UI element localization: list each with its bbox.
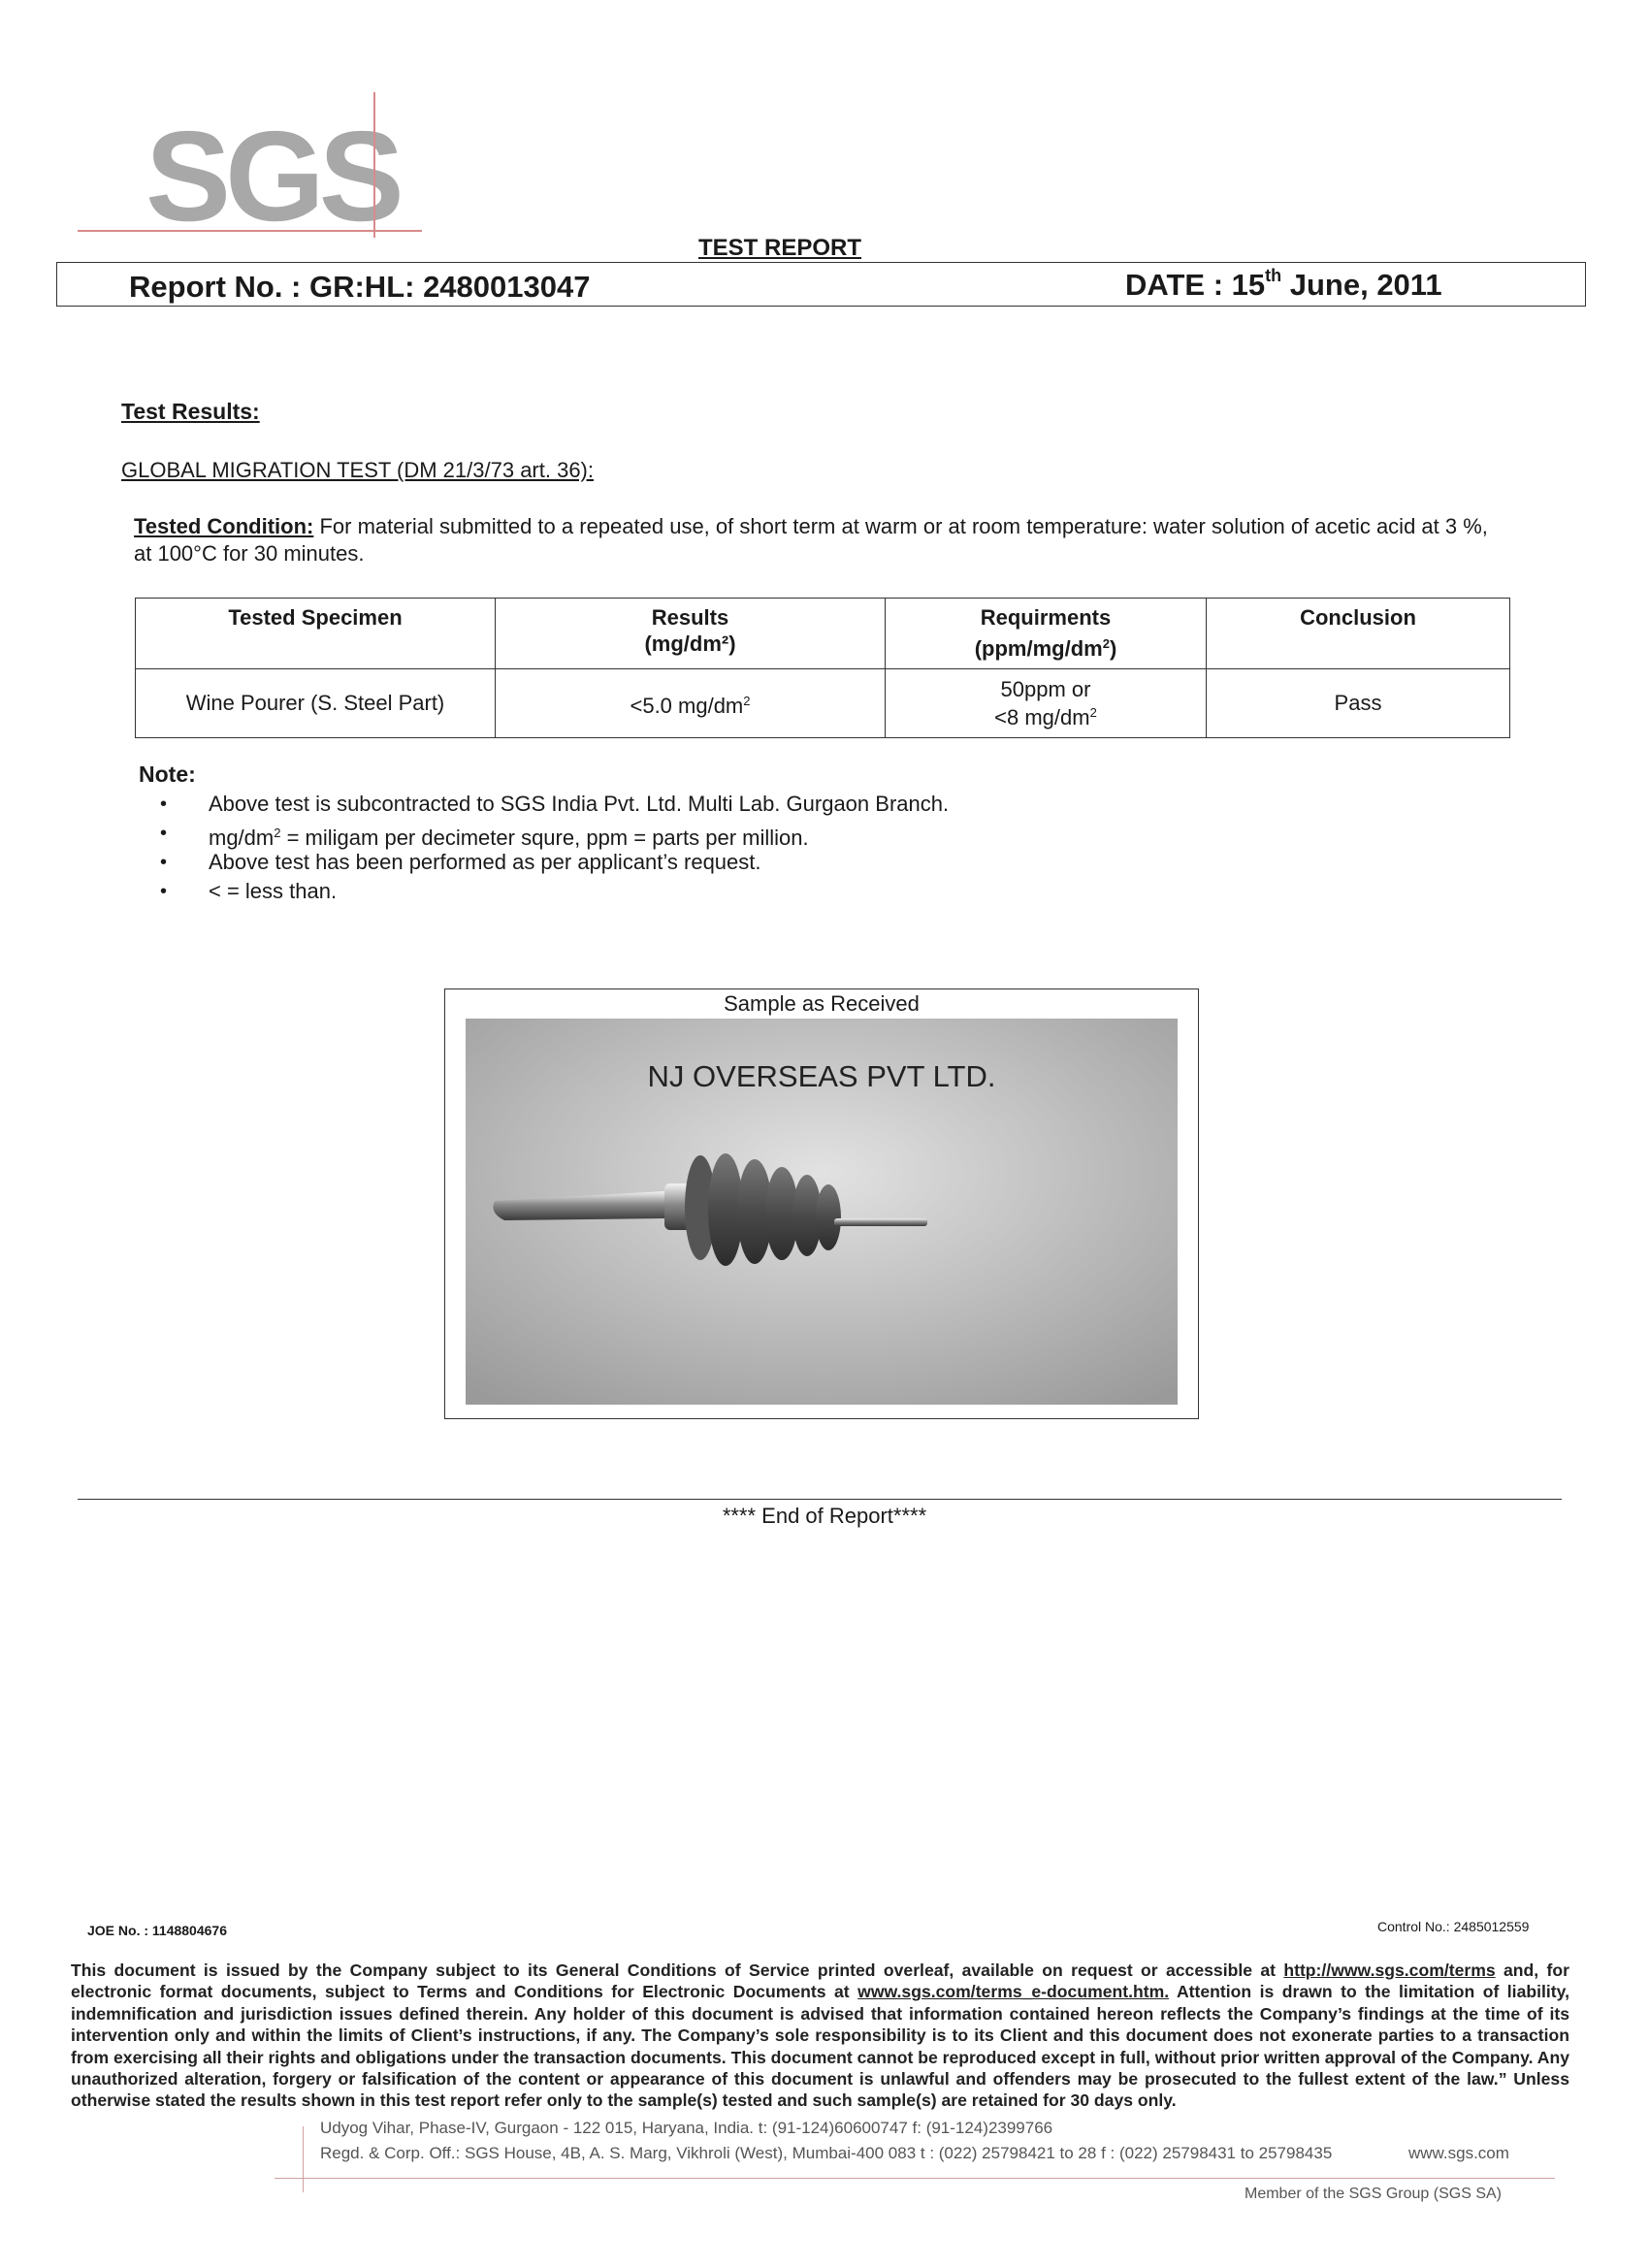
note-2-unit: mg/dm [209,826,275,850]
report-title: TEST REPORT [698,235,862,261]
cell-req-sup: 2 [1089,704,1097,720]
cell-req-line2: <8 mg/dm [994,704,1090,729]
header-specimen: Tested Specimen [136,599,496,669]
table-header-row [136,599,1510,669]
end-of-report: **** End of Report**** [722,1504,927,1528]
cell-specimen: Wine Pourer (S. Steel Part) [136,669,496,738]
cell-conclusion: Pass [1207,669,1510,738]
report-number: Report No. : GR:HL: 2480013047 [129,270,591,304]
tested-condition-text: For material submitted to a repeated use, of short term at warm or at room temperature: water solution of acetic acid at 3 %, at 100°C for 30 minutes. [134,514,1488,566]
table-row [136,669,1510,738]
sample-photo-label: NJ OVERSEAS PVT LTD. [647,1059,996,1093]
website-link[interactable]: www.sgs.com [1408,2144,1509,2162]
tested-condition-label: Tested Condition: [134,514,314,538]
address-line-2: Regd. & Corp. Off.: SGS House, 4B, A. S. Marg, Vikhroli (West), Mumbai-400 083 t : (022) 25798421 to 28 f : (022) 25798431 to 25798435 [320,2144,1333,2162]
header-req-line1: Requirments [980,605,1112,630]
header-results [496,599,886,669]
list-item [160,819,1421,848]
e-document-terms-link[interactable]: www.sgs.com/terms_e-document.htm. [857,1982,1170,2002]
sample-caption: Sample as Received [724,991,920,1016]
date-suffix: June, 2011 [1281,268,1442,302]
note-2-sup: 2 [274,826,281,840]
header-conclusion: Conclusion [1207,599,1510,669]
disclaimer-part-1: This document is issued by the Company subject to its General Conditions of Service printed overleaf, available on request or accessible at [71,1960,1284,1980]
cell-result-sup: 2 [743,693,751,708]
test-results-heading: Test Results: [121,399,260,424]
header-req-sup: 2 [1102,636,1110,651]
sgs-logo-text: SGS [146,105,399,238]
note-2-text: = miligam per decimeter squre, ppm = parts per million. [280,826,809,850]
disclaimer [71,1960,1569,2112]
results-table [135,598,1510,738]
member-of-group: Member of the SGS Group (SGS SA) [1245,2186,1502,2202]
header-req-line2b: ) [1109,636,1117,661]
cell-requirement [886,669,1207,738]
header-results-line1: Results [651,605,729,630]
note-heading: Note: [139,761,196,787]
notes-list [160,790,1421,906]
header-results-line2: (mg/dm²) [644,632,736,656]
sgs-logo [78,92,427,238]
date-sup: th [1265,266,1282,285]
control-number: Control No.: 2485012559 [1377,1919,1530,1934]
pourer-air-tube [834,1218,927,1226]
list-item: • Above test is subcontracted to SGS India Pvt. Ltd. Multi Lab. Gurgaon Branch. [160,790,1421,819]
date-prefix: DATE : 15 [1125,268,1266,302]
footer-vertical-rule [303,2126,304,2192]
header-requirements [886,599,1207,669]
list-item: • Above test has been performed as per applicant’s request. [160,848,1421,877]
footer-divider [275,2178,1555,2179]
cell-req-line1: 50ppm or [1000,676,1091,701]
disclaimer-part-3: Attention is drawn to the limitation of liability, indemnification and jurisdiction issues defined therein. Any holder of this document is advised that information contained hereon reflects the Company’s findings at the time of its intervention only and within the limits of Client’s instructions, if any. The Company’s sole responsibility is to its Client and this document does not exonerate parties to a transaction from exercising all their rights and obligations under the transaction documents. This document cannot be reproduced except in full, without prior written approval of the Company. Any unauthorized alteration, forgery or falsification of the content or appearance of this document is unlawful and offenders may be prosecuted to the fullest extent of the law.” Unless otherwise stated the results shown in this test report refer only to the sample(s) tested and such sample(s) are retained for 30 days only. [71,1982,1569,2111]
cell-result [496,669,886,738]
header-req-line2a: (ppm/mg/dm [974,636,1103,661]
address-line-1: Udyog Vihar, Phase-IV, Gurgaon - 122 015, Haryana, India. t: (91-124)60600747 f: (91-124)2399766 [320,2119,1053,2137]
terms-link[interactable]: http://www.sgs.com/terms [1283,1960,1496,1980]
joe-number: JOE No. : 1148804676 [87,1923,227,1938]
cell-result-value: <5.0 mg/dm [630,693,744,718]
migration-test-heading: GLOBAL MIGRATION TEST (DM 21/3/73 art. 36): [121,458,594,482]
list-item: • < = less than. [160,877,1421,906]
sample-photo [466,1019,1178,1405]
tested-condition [134,513,1511,567]
report-date [1125,266,1442,303]
end-divider [78,1499,1562,1500]
disclaimer-part-2: and, for electronic format documents, subject to Terms and Conditions for Electronic Documents at [71,1960,1569,2002]
